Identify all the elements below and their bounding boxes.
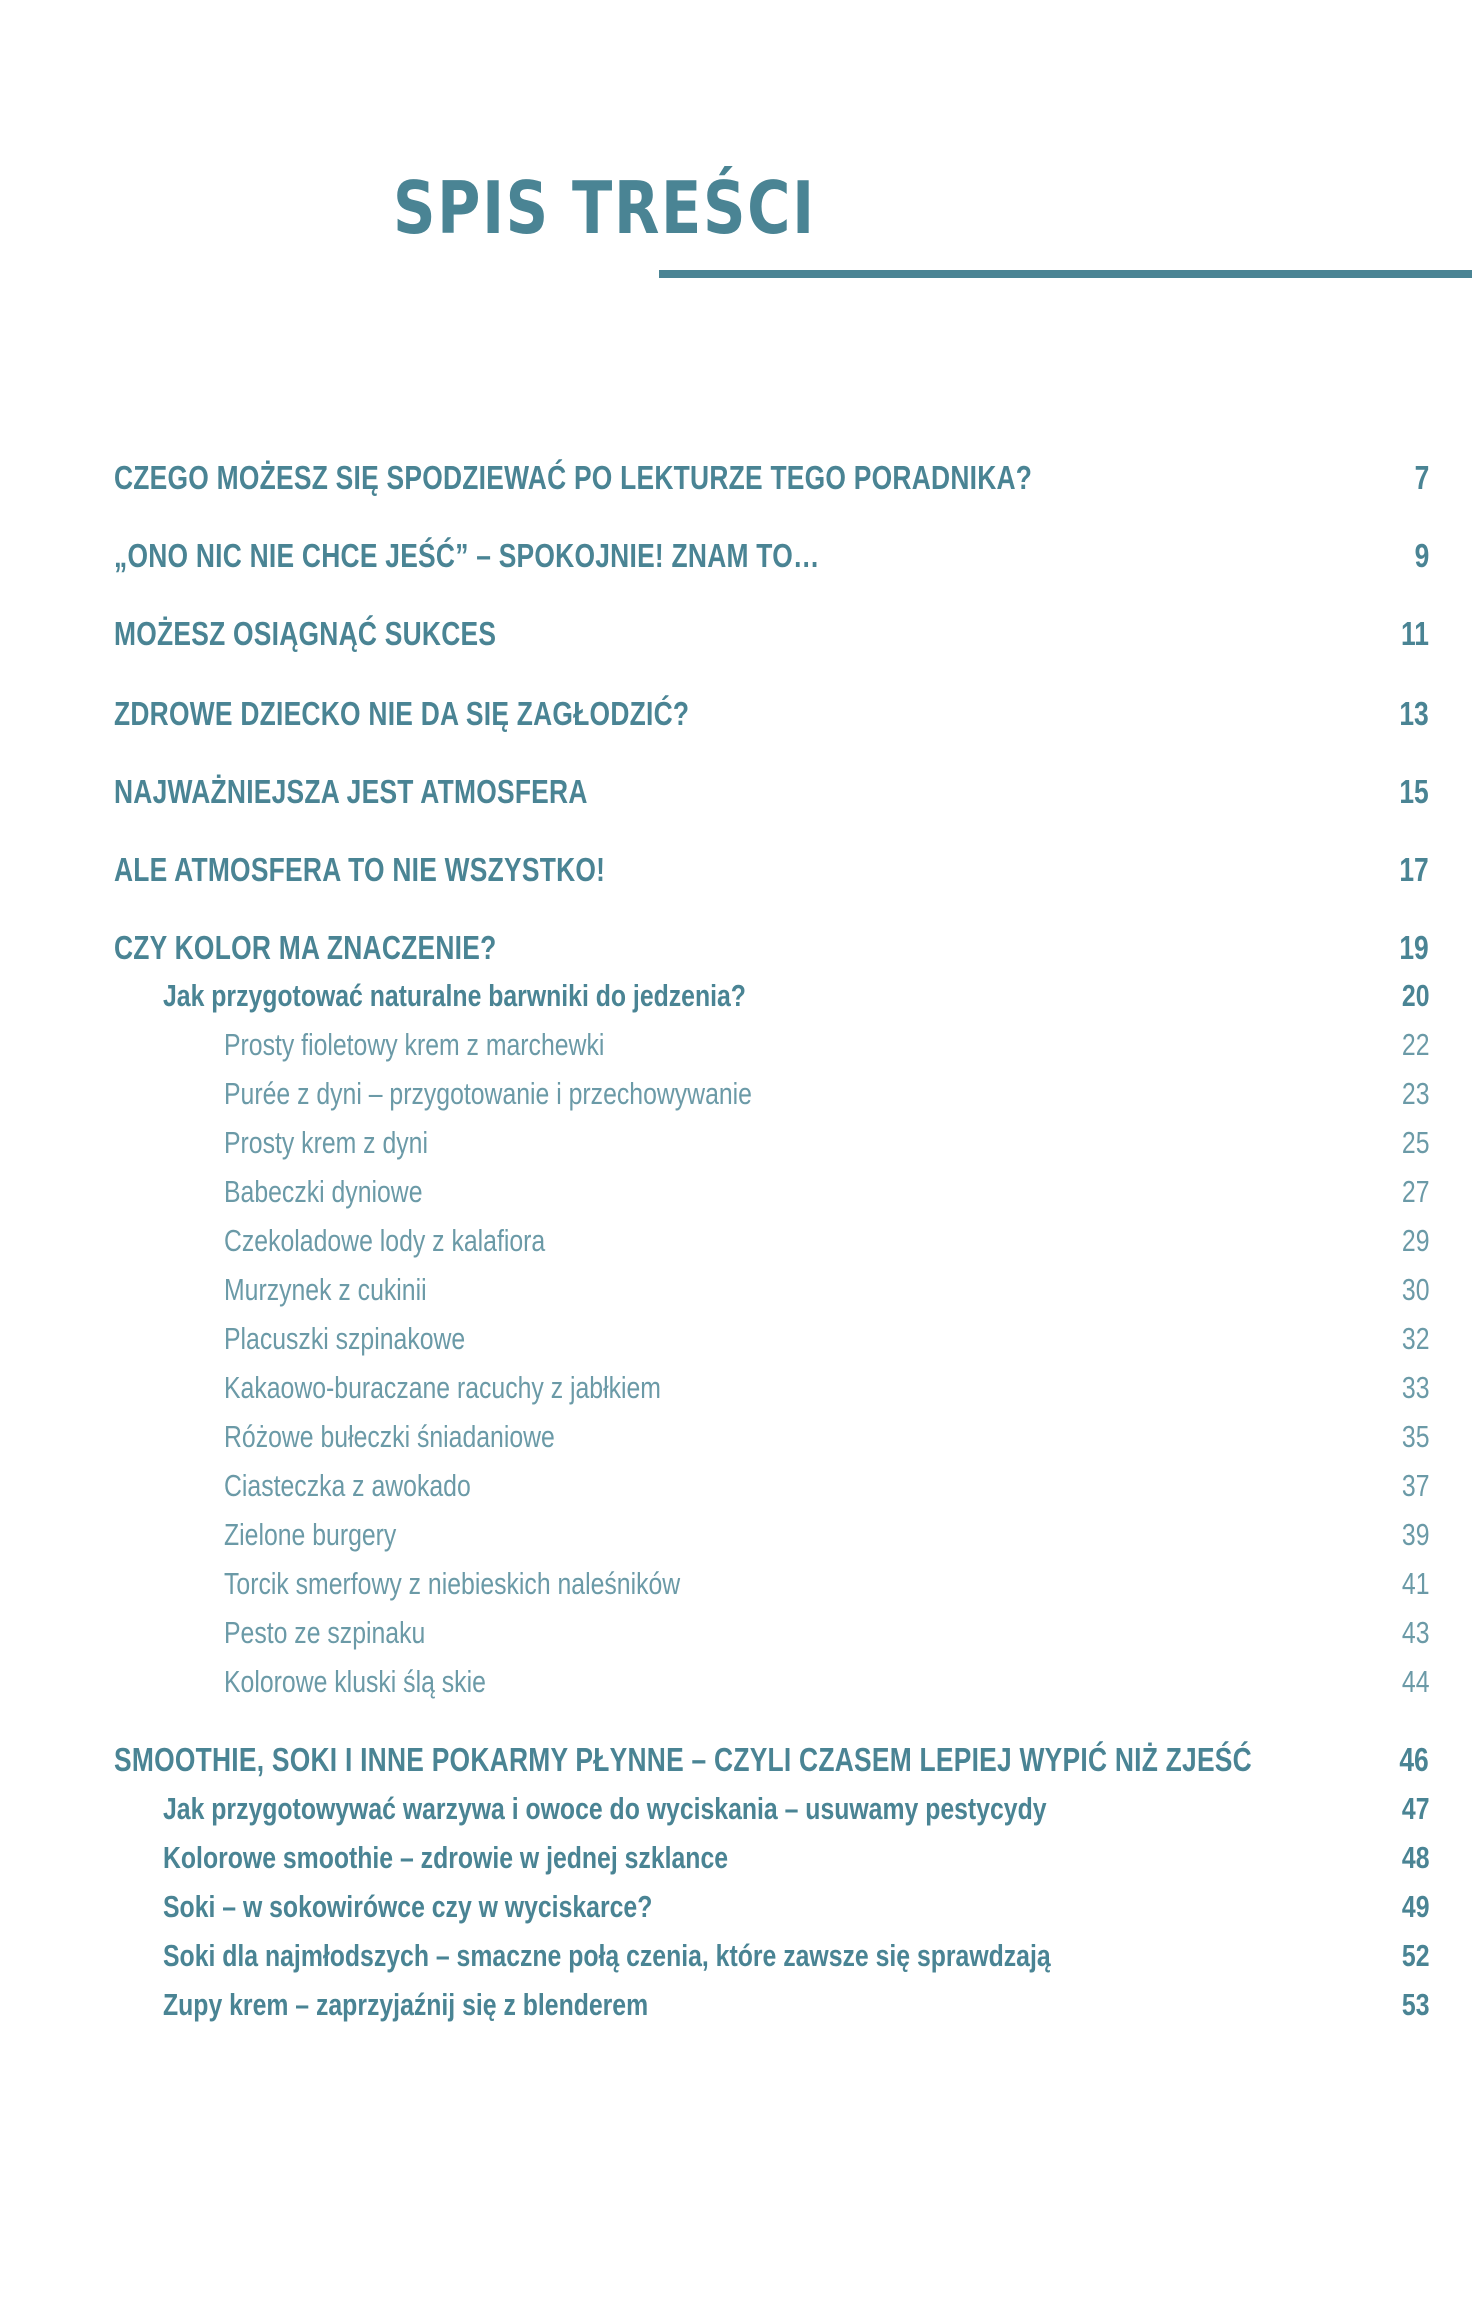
toc-entry-title: Kakaowo-buraczane racuchy z jabłkiem bbox=[224, 1370, 661, 1405]
toc-entry[interactable] bbox=[0, 1887, 1472, 1927]
toc-entry-title: Murzynek z cukinii bbox=[224, 1272, 427, 1307]
toc-page-number: 15 bbox=[1399, 773, 1429, 810]
toc-page-number: 22 bbox=[1401, 1027, 1429, 1062]
toc-page-number: 27 bbox=[1401, 1174, 1429, 1209]
toc-entry[interactable] bbox=[0, 1789, 1472, 1829]
toc-page-number: 47 bbox=[1401, 1791, 1429, 1826]
toc-entry[interactable] bbox=[0, 1368, 1472, 1408]
toc-page-number: 43 bbox=[1401, 1615, 1429, 1650]
toc-entry-title: Prosty fioletowy krem z marchewki bbox=[224, 1027, 605, 1062]
toc-entry-title: „ONO NIC NIE CHCE JEŚĆ” – SPOKOJNIE! ZNAM TO… bbox=[114, 537, 820, 574]
toc-page-number: 29 bbox=[1401, 1223, 1429, 1258]
toc-entry-title: NAJWAŻNIEJSZA JEST ATMOSFERA bbox=[114, 773, 588, 810]
toc-entry[interactable] bbox=[0, 1074, 1472, 1114]
toc-entry[interactable] bbox=[0, 1466, 1472, 1506]
toc-entry[interactable] bbox=[0, 1564, 1472, 1604]
toc-page-number: 9 bbox=[1414, 537, 1429, 574]
toc-page-number: 37 bbox=[1401, 1468, 1429, 1503]
toc-entry[interactable] bbox=[0, 1838, 1472, 1878]
toc-entry-title: Placuszki szpinakowe bbox=[224, 1321, 466, 1356]
toc-entry-title: Zielone burgery bbox=[224, 1517, 397, 1552]
toc-entry-title: Zupy krem – zaprzyjaźnij się z blenderem bbox=[163, 1987, 649, 2022]
toc-entry[interactable] bbox=[0, 1936, 1472, 1976]
page-title: SPIS TREŚCI bbox=[393, 166, 816, 250]
toc-entry[interactable] bbox=[0, 1123, 1472, 1163]
toc-entry[interactable] bbox=[0, 1985, 1472, 2025]
toc-entry-title: Kolorowe kluski ślą skie bbox=[224, 1664, 486, 1699]
toc-entry-title: Ciasteczka z awokado bbox=[224, 1468, 471, 1503]
toc-entry[interactable] bbox=[0, 772, 1472, 812]
toc-page-number: 53 bbox=[1401, 1987, 1429, 2022]
toc-page-number: 17 bbox=[1399, 851, 1429, 888]
toc-entry-title: Pesto ze szpinaku bbox=[224, 1615, 426, 1650]
toc-entry[interactable] bbox=[0, 1172, 1472, 1212]
toc-page-number: 11 bbox=[1401, 615, 1429, 652]
toc-page-number: 30 bbox=[1401, 1272, 1429, 1307]
toc-entry-title: Prosty krem z dyni bbox=[224, 1125, 428, 1160]
toc-entry-title: Babeczki dyniowe bbox=[224, 1174, 423, 1209]
toc-entry[interactable] bbox=[0, 1662, 1472, 1702]
toc-entry[interactable] bbox=[0, 1319, 1472, 1359]
toc-entry[interactable] bbox=[0, 976, 1472, 1016]
toc-page-number: 35 bbox=[1401, 1419, 1429, 1454]
toc-page-number: 48 bbox=[1401, 1840, 1429, 1875]
toc-entry[interactable] bbox=[0, 850, 1472, 890]
toc-page-number: 41 bbox=[1401, 1566, 1429, 1601]
toc-entry-title: MOŻESZ OSIĄGNĄĆ SUKCES bbox=[114, 615, 497, 652]
toc-page-number: 13 bbox=[1399, 695, 1429, 732]
toc-page-number: 23 bbox=[1401, 1076, 1429, 1111]
toc-page-number: 20 bbox=[1401, 978, 1429, 1013]
toc-entry-title: Soki dla najmłodszych – smaczne połą czenia, które zawsze się sprawdzają bbox=[163, 1938, 1051, 1973]
toc-entry-title: CZEGO MOŻESZ SIĘ SPODZIEWAĆ PO LEKTURZE TEGO PORADNIKA? bbox=[114, 459, 1033, 496]
toc-entry-title: Torcik smerfowy z niebieskich naleśników bbox=[224, 1566, 681, 1601]
toc-entry-title: Soki – w sokowirówce czy w wyciskarce? bbox=[163, 1889, 653, 1924]
toc-entry-title: ALE ATMOSFERA TO NIE WSZYSTKO! bbox=[114, 851, 606, 888]
toc-entry-title: Jak przygotowywać warzywa i owoce do wyciskania – usuwamy pestycydy bbox=[163, 1791, 1047, 1826]
toc-entry-title: ZDROWE DZIECKO NIE DA SIĘ ZAGŁODZIĆ? bbox=[114, 695, 690, 732]
toc-entry[interactable] bbox=[0, 1025, 1472, 1065]
toc-entry-title: Czekoladowe lody z kalafiora bbox=[224, 1223, 546, 1258]
toc-entry[interactable] bbox=[0, 458, 1472, 498]
toc-entry-title: Kolorowe smoothie – zdrowie w jednej szklance bbox=[163, 1840, 729, 1875]
toc-entry[interactable] bbox=[0, 694, 1472, 734]
toc-entry[interactable] bbox=[0, 614, 1472, 654]
toc-entry-title: SMOOTHIE, SOKI I INNE POKARMY PŁYNNE – CZYLI CZASEM LEPIEJ WYPIĆ NIŻ ZJEŚĆ bbox=[114, 1741, 1252, 1778]
toc-page-number: 25 bbox=[1401, 1125, 1429, 1160]
toc-entry[interactable] bbox=[0, 1613, 1472, 1653]
toc-entry[interactable] bbox=[0, 1417, 1472, 1457]
toc-entry[interactable] bbox=[0, 536, 1472, 576]
toc-entry[interactable] bbox=[0, 1270, 1472, 1310]
toc-entry-title: Jak przygotować naturalne barwniki do jedzenia? bbox=[163, 978, 746, 1013]
toc-entry-title: CZY KOLOR MA ZNACZENIE? bbox=[114, 929, 497, 966]
toc-page-number: 52 bbox=[1401, 1938, 1429, 1973]
toc-entry[interactable] bbox=[0, 1221, 1472, 1261]
toc-entry[interactable] bbox=[0, 1515, 1472, 1555]
toc-page-number: 32 bbox=[1401, 1321, 1429, 1356]
toc-page-number: 33 bbox=[1401, 1370, 1429, 1405]
toc-entry-title: Różowe bułeczki śniadaniowe bbox=[224, 1419, 555, 1454]
toc-page-number: 49 bbox=[1401, 1889, 1429, 1924]
toc-page-number: 39 bbox=[1401, 1517, 1429, 1552]
toc-page-number: 46 bbox=[1399, 1741, 1429, 1778]
toc-page-number: 7 bbox=[1414, 459, 1429, 496]
toc-entry[interactable] bbox=[0, 1740, 1472, 1780]
toc-entry[interactable] bbox=[0, 928, 1472, 968]
toc-page-number: 44 bbox=[1401, 1664, 1429, 1699]
toc-page-number: 19 bbox=[1399, 929, 1429, 966]
toc-entry-title: Purée z dyni – przygotowanie i przechowywanie bbox=[224, 1076, 752, 1111]
